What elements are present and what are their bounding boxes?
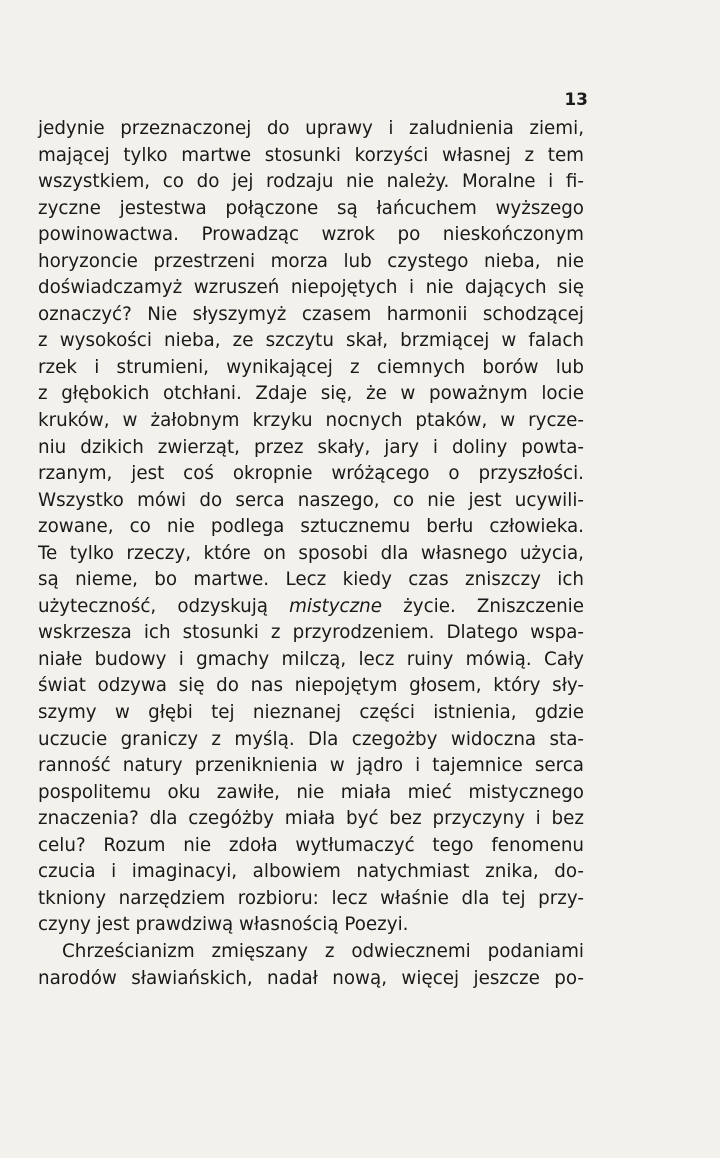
page-number: 13 (564, 90, 588, 110)
text-line: Te tylko rzeczy, które on sposobi dla własnego użycia, (38, 542, 584, 564)
text-line: wszystkiem, co do jej rodzaju nie należy. Moralne i fi- (38, 171, 584, 193)
text-line: szymy w głębi tej nieznanej części istnienia, gdzie (38, 702, 584, 724)
text-line: czucia i imaginacyi, albowiem natychmiast znika, do- (38, 861, 584, 883)
text-line: oznaczyć? Nie słyszymyż czasem harmonii schodzącej (38, 303, 584, 325)
text-line: znaczenia? dla czegóżby miała być bez przyczyny i bez (38, 808, 584, 830)
text-line: Wszystko mówi do serca naszego, co nie jest ucywili- (38, 489, 584, 511)
text-line: powinowactwa. Prowadząc wzrok po nieskończonym (38, 224, 584, 246)
text-line: niałe budowy i gmachy milczą, lecz ruiny mówią. Cały (38, 648, 584, 670)
text-line: z wysokości nieba, ze szczytu skał, brzmiącej w falach (38, 330, 584, 352)
text-line: pospolitemu oku zawiłe, nie miała mieć mistycznego (38, 781, 584, 803)
text-line: ranność natury przeniknienia w jądro i tajemnice serca (38, 755, 584, 777)
text-line: jedynie przeznaczonej do uprawy i zaludnienia ziemi, (38, 118, 584, 139)
text-line: są nieme, bo martwe. Lecz kiedy czas zniszczy ich (38, 569, 584, 591)
text-line: niu dzikich zwierząt, przez skały, jary i doliny powta- (38, 436, 584, 458)
text-line: świat odzywa się do nas niepojętym głosem, który sły- (38, 675, 584, 697)
text-line: zowane, co nie podlega sztucznemu berłu człowieka. (38, 516, 584, 538)
text-segment: życie. Zniszczenie (382, 595, 585, 617)
text-line: celu? Rozum nie zdoła wytłumaczyć tego fenomenu (38, 834, 584, 856)
text-line: doświadczamyż wzruszeń niepojętych i nie dających się (38, 277, 584, 299)
text-line: kruków, w żałobnym krzyku nocnych ptaków, w rycze- (38, 410, 584, 432)
text-line: z głębokich otchłani. Zdaje się, że w poważnym locie (38, 383, 584, 405)
text-line: zyczne jestestwa połączone są łańcuchem wyższego (38, 197, 584, 219)
text-line: narodów sławiańskich, nadał nową, więcej jeszcze po- (38, 967, 584, 989)
text-line: tkniony narzędziem rozbioru: lecz właśnie dla tej przy- (38, 887, 584, 909)
text-segment: użyteczność, odzyskują (38, 595, 290, 617)
text-line: wskrzesza ich stosunki z przyrodzeniem. Dlatego wspa- (38, 622, 584, 644)
body-text (38, 116, 584, 992)
text-line: rzanym, jest coś okropnie wróżącego o przyszłości. (38, 463, 584, 485)
text-line: uczucie graniczy z myślą. Dla czegożby widoczna sta- (38, 728, 584, 750)
text-line: horyzoncie przestrzeni morza lub czystego nieba, nie (38, 250, 584, 272)
emphasized-word: mistyczne (289, 595, 383, 617)
text-line: rzek i strumieni, wynikającej z ciemnych borów lub (38, 356, 584, 378)
text-line-with-emphasis (38, 594, 584, 621)
paragraph-start-line: Chrześcianizm zmięszany z odwiecznemi podaniami (62, 940, 584, 962)
text-line: mającej tylko martwe stosunki korzyści własnej z tem (38, 144, 584, 166)
paragraph-end-line: czyny jest prawdziwą własnością Poezyi. (38, 914, 409, 936)
